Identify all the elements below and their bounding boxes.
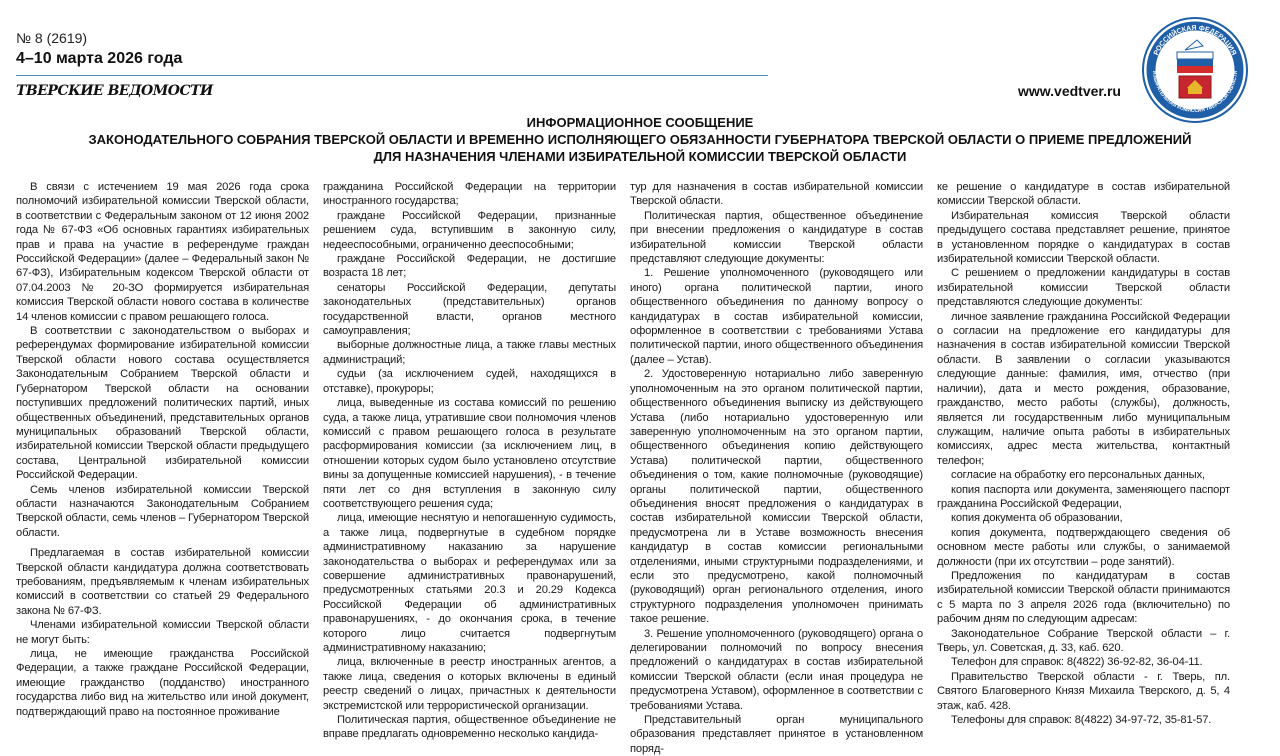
paragraph: личное заявление гражданина Российской Федерации о согласии на предложение его кандидатуры для назначения в состав избирательной комиссии Тверской области. В заявлении о согласии указываются следующие данные: фамилия, имя, отчество (при наличии), дата и место рождения, образование, гражданство, место работы (службы), должность, является ли государственным либо муниципальным служащим, наличие опыта работы в избирательных комиссиях, адрес места жительства, контактный телефон; [937, 310, 1230, 467]
newspaper-masthead: ТВЕРСКИЕ ВЕДОМОСТИ [16, 83, 213, 99]
paragraph: лица, выведенные из состава комиссий по решению суда, а также лица, утратившие свои полномочия членов комиссий с правом решающего голоса в результате расформирования комиссии (за исключением лиц, в отношении которых судом было установлено отсутствие вины за допущенные комиссией нарушения), - в течение пяти лет со дня вступления в законную силу соответствующего решения суда; [323, 397, 616, 510]
paragraph: выборные должностные лица, а также главы местных администраций; [323, 339, 616, 366]
website-link[interactable]: www.vedtver.ru [1018, 83, 1121, 99]
paragraph: Представительный орган муниципального образования представляет принятое в установленном поряд- [630, 714, 923, 755]
paragraph: Предложения по кандидатурам в состав избирательной комиссии Тверской области принимаются с 5 марта по 3 апреля 2026 года (включительно) по рабочим дням по следующим адресам: [937, 569, 1230, 626]
paragraph: Членами избирательной комиссии Тверской области не могут быть: [16, 619, 309, 646]
article-headline [40, 114, 1240, 165]
text-column-2 [323, 180, 616, 741]
paragraph: лица, не имеющие гражданства Российской Федерации, а также граждане Российской Федерации, имеющие гражданство (подданство) иностранного государства либо вид на жительство или иной документ, подтверждающий право на постоянное проживание [16, 648, 309, 718]
paragraph: лица, имеющие неснятую и непогашенную судимость, а также лица, подвергнутые в судебном порядке административному наказанию за нарушение законодательства о выборах и референдумах или за совершение административных правонарушений, предусмотренных статьями 20.3 и 20.29 Кодекса Российской Федерации об административных правонарушениях, - до окончания срока, в течение которого лицо считается подвергнутым административному наказанию; [323, 512, 616, 654]
paragraph: сенаторы Российской Федерации, депутаты законодательных (представительных) органов государственной власти, органов местного самоуправления; [323, 281, 616, 338]
paragraph: Телефон для справок: 8(4822) 36-92-82, 36-04-11. [951, 656, 1203, 669]
paragraph: С решением о предложении кандидатуры в состав избирательной комиссии Тверской области представляются следующие документы: [937, 267, 1230, 309]
article-body [16, 180, 1230, 755]
text-column-1 [16, 180, 309, 720]
paragraph: гражданина Российской Федерации на территории иностранного государства; [323, 181, 616, 208]
issue-dates: 4–10 марта 2026 года [16, 50, 183, 67]
text-column-3 [630, 180, 923, 755]
emblem-top-text: РОССИЙСКАЯ ФЕДЕРАЦИЯ [1153, 24, 1237, 57]
election-commission-emblem [1141, 16, 1249, 124]
paragraph: 1. Решение уполномоченного (руководящего или иного) органа политической партии, иного общественного объединения по данному вопросу о кандидатурах в состав избирательной комиссии, оформленное в соответствии с требованиями Устава политической партии, иного общественного объединения (далее – Устав). [630, 267, 923, 366]
header-rule [16, 75, 768, 76]
paragraph: Законодательное Собрание Тверской области – г. Тверь, ул. Советская, д. 33, каб. 620. [937, 627, 1230, 654]
paragraph: Семь членов избирательной комиссии Тверской области назначаются Законодательным Собранием Тверской области, семь членов – Губернатором Тверской области. [16, 483, 309, 539]
paragraph: В связи с истечением 19 мая 2026 года срока полномочий избирательной комиссии Тверской области, в соответствии с Федеральным законом от 12 июня 2002 года № 67-ФЗ «Об основных гарантиях избирательных прав и права на участие в референдуме граждан Российской Федерации» (далее – Федеральный закон № 67-ФЗ), Избирательным кодексом Тверской области от 07.04.2003 № 20-ЗО формируется избирательная комиссия Тверской области нового состава в количестве 14 членов комиссии с правом решающего голоса. [16, 181, 309, 323]
paragraph: 2. Удостоверенную нотариально либо заверенную уполномоченным на это органом политической партии, общественного объединения выписку из действующего Устава (либо нотариально удостоверенную или заверенную уполномоченным на это органом партии, общественного объединения копию действующего Устава) политической партии, общественного объединения о том, какие полномочные (руководящие) органы политической партии, общественного объединения вносят предложения о кандидатурах в состав избирательной комиссии Тверской области, предусмотрена ли в Уставе возможность внесения кандидатур в состав комиссии региональными отделениями, иными структурными подразделениями, и если это предусмотрено, какой полномочный (руководящий) орган регионального отделения, иного структурного подразделения уполномочен принимать такое решение. [630, 368, 923, 626]
headline-line: ДЛЯ НАЗНАЧЕНИЯ ЧЛЕНАМИ ИЗБИРАТЕЛЬНОЙ КОМИССИИ ТВЕРСКОЙ ОБЛАСТИ [373, 149, 907, 164]
paragraph: Телефоны для справок: 8(4822) 34-97-72, 35-81-57. [951, 714, 1212, 727]
headline-line: ЗАКОНОДАТЕЛЬНОГО СОБРАНИЯ ТВЕРСКОЙ ОБЛАСТИ И ВРЕМЕННО ИСПОЛНЯЮЩЕГО ОБЯЗАННОСТИ ГУБЕРНАТОРА ТВЕРСКОЙ ОБЛАСТИ О ПРИЕМЕ ПРЕДЛОЖЕНИЙ [88, 132, 1192, 147]
paragraph: Политическая партия, общественное объединение не вправе предлагать одновременно несколько кандида- [323, 714, 616, 741]
paragraph: судьи (за исключением судей, находящихся в отставке), прокуроры; [323, 368, 616, 395]
paragraph: Политическая партия, общественное объединение при внесении предложения о кандидатуре в состав избирательной комиссии Тверской области представляют следующие документы: [630, 209, 923, 266]
paragraph: лица, включенные в реестр иностранных агентов, а также лица, сведения о которых включены в единый реестр сведений о лицах, причастных к деятельности экстремистской или террористической организации. [323, 656, 616, 712]
text-column-4 [937, 180, 1230, 727]
paragraph: согласие на обработку его персональных данных, [951, 469, 1205, 482]
paragraph: Правительство Тверской области - г. Тверь, пл. Святого Благоверного Князя Михаила Тверского, д. 5, 4 этаж, каб. 428. [937, 670, 1230, 712]
paragraph: граждане Российской Федерации, признанные решением суда, вступившим в законную силу, недееспособными, ограниченно дееспособными; [323, 209, 616, 251]
paragraph: Избирательная комиссия Тверской области предыдущего состава представляет решение, принятое в установленном порядке о кандидатурах в состав избирательной комиссии Тверской области. [937, 209, 1230, 266]
paragraph: ке решение о кандидатуре в состав избирательной комиссии Тверской области. [937, 181, 1230, 208]
paragraph: 3. Решение уполномоченного (руководящего) органа о делегировании полномочий по вопросу внесения предложений о кандидатурах в состав избирательной комиссии Тверской области (если иная процедура не предусмотрена Уставом), оформленное в соответствии с требованиями Устава. [630, 627, 923, 712]
paragraph: Предлагаемая в состав избирательной комиссии Тверской области кандидатура должна соответствовать требованиям, предъявляемым к членам избирательных комиссий в соответствии со статьей 29 Федерального закона № 67-ФЗ. [16, 547, 309, 617]
emblem-bottom-text: ИЗБИРАТЕЛЬНАЯ КОМИССИЯ ТВЕРСКОЙ ОБЛАСТИ [1150, 70, 1240, 115]
paragraph: копия документа, подтверждающего сведения об основном месте работы или службы, о занимаемой должности (при их отсутствии – роде занятий). [937, 526, 1230, 568]
paragraph: тур для назначения в состав избирательной комиссии Тверской области. [630, 181, 923, 208]
issue-number: № 8 (2619) [16, 30, 88, 46]
paragraph: копия паспорта или документа, заменяющего паспорт гражданина Российской Федерации, [937, 483, 1230, 510]
paragraph: копия документа об образовании, [951, 512, 1123, 525]
paragraph: граждане Российской Федерации, не достигшие возраста 18 лет; [323, 253, 616, 280]
headline-line: ИНФОРМАЦИОННОЕ СООБЩЕНИЕ [526, 115, 754, 130]
paragraph: В соответствии с законодательством о выборах и референдумах формирование избирательной комиссии Тверской области нового состава осуществляется Законодательным Собранием Тверской области и Губернатором Тверской области на основании поступивших предложений политических партий, иных общественных объединений, представительных органов муниципальных образований Тверской области, избирательной комиссии Тверской области предыдущего состава, Центральной избирательной комиссии Российской Федерации. [16, 325, 309, 482]
